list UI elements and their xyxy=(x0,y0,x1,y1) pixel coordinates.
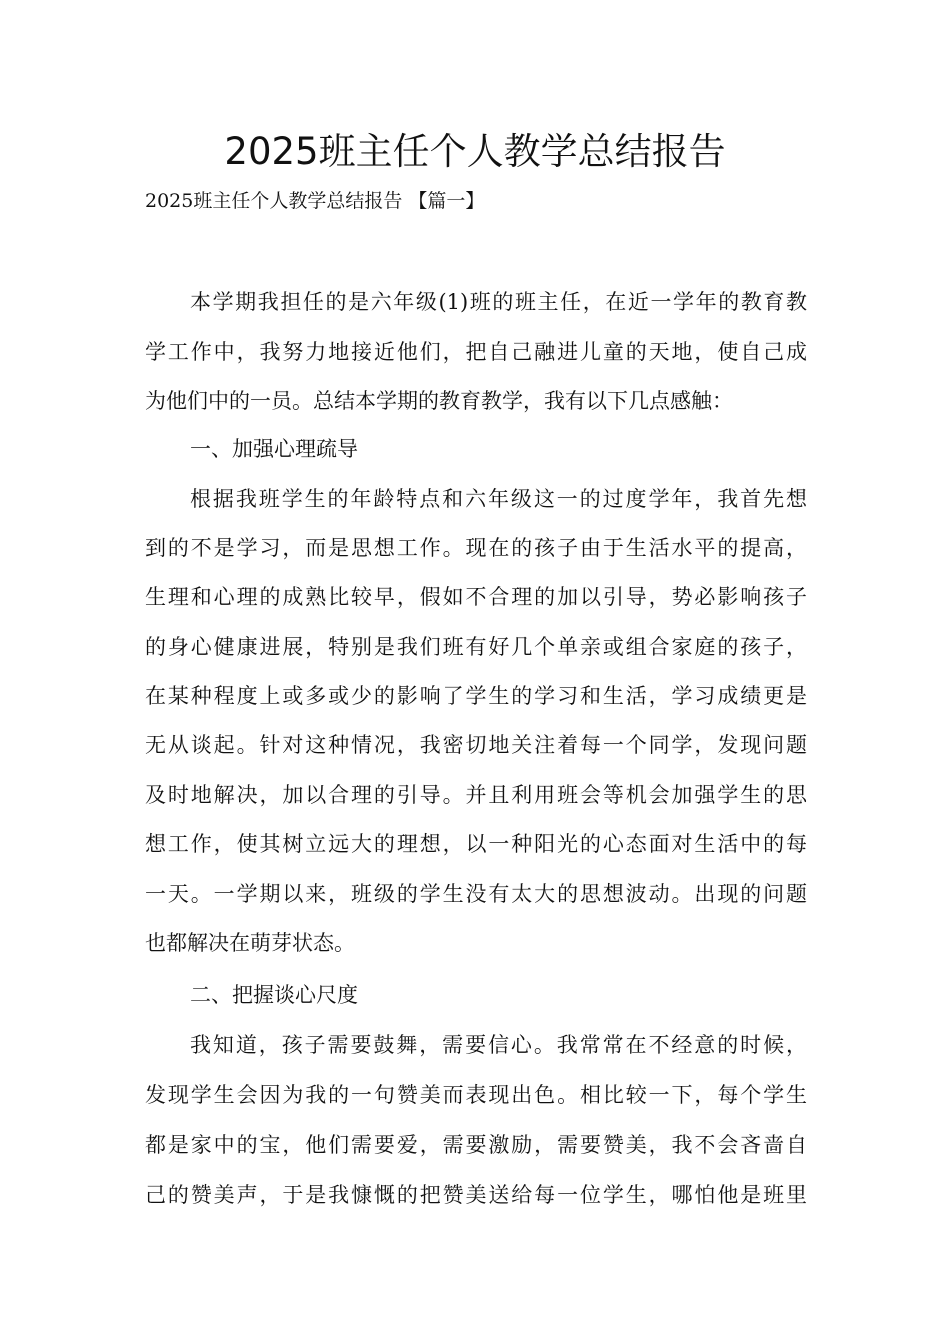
section-heading: 一、加强心理疏导 xyxy=(190,437,358,461)
paragraph-line: 在某种程度上或多或少的影响了学生的学习和生活，学习成绩更是 xyxy=(145,684,807,708)
paragraph-line: 为他们中的一员。总结本学期的教育教学，我有以下几点感触： xyxy=(145,389,733,413)
paragraph-line: 发现学生会因为我的一句赞美而表现出色。相比较一下，每个学生 xyxy=(145,1083,807,1107)
paragraph-line: 根据我班学生的年龄特点和六年级这一的过度学年，我首先想 xyxy=(190,487,807,511)
paragraph-line: 都是家中的宝，他们需要爱，需要激励，需要赞美，我不会吝啬自 xyxy=(145,1133,807,1157)
paragraph-line: 及时地解决，加以合理的引导。并且利用班会等机会加强学生的思 xyxy=(145,783,807,807)
paragraph-line: 生理和心理的成熟比较早，假如不合理的加以引导，势必影响孩子 xyxy=(145,585,807,609)
document-subtitle: 2025班主任个人教学总结报告 【篇一】 xyxy=(145,190,485,212)
document-title: 2025班主任个人教学总结报告 xyxy=(224,130,726,173)
paragraph-line: 我知道，孩子需要鼓舞，需要信心。我常常在不经意的时候， xyxy=(190,1033,807,1057)
paragraph-line: 也都解决在萌芽状态。 xyxy=(145,931,355,955)
paragraph-line: 无从谈起。针对这种情况，我密切地关注着每一个同学，发现问题 xyxy=(145,733,807,757)
section-heading: 二、把握谈心尺度 xyxy=(190,983,358,1007)
paragraph-line: 己的赞美声，于是我慷慨的把赞美送给每一位学生，哪怕他是班里 xyxy=(145,1183,807,1207)
paragraph-line: 想工作，使其树立远大的理想，以一种阳光的心态面对生活中的每 xyxy=(145,832,807,856)
paragraph-line: 到的不是学习，而是思想工作。现在的孩子由于生活水平的提高， xyxy=(145,536,807,560)
paragraph-line: 的身心健康进展，特别是我们班有好几个单亲或组合家庭的孩子， xyxy=(145,635,807,659)
paragraph-line: 学工作中，我努力地接近他们，把自己融进儿童的天地，使自己成 xyxy=(145,340,807,364)
paragraph-line: 本学期我担任的是六年级(1)班的班主任，在近一学年的教育教 xyxy=(190,290,807,314)
paragraph-line: 一天。一学期以来，班级的学生没有太大的思想波动。出现的问题 xyxy=(145,882,807,906)
